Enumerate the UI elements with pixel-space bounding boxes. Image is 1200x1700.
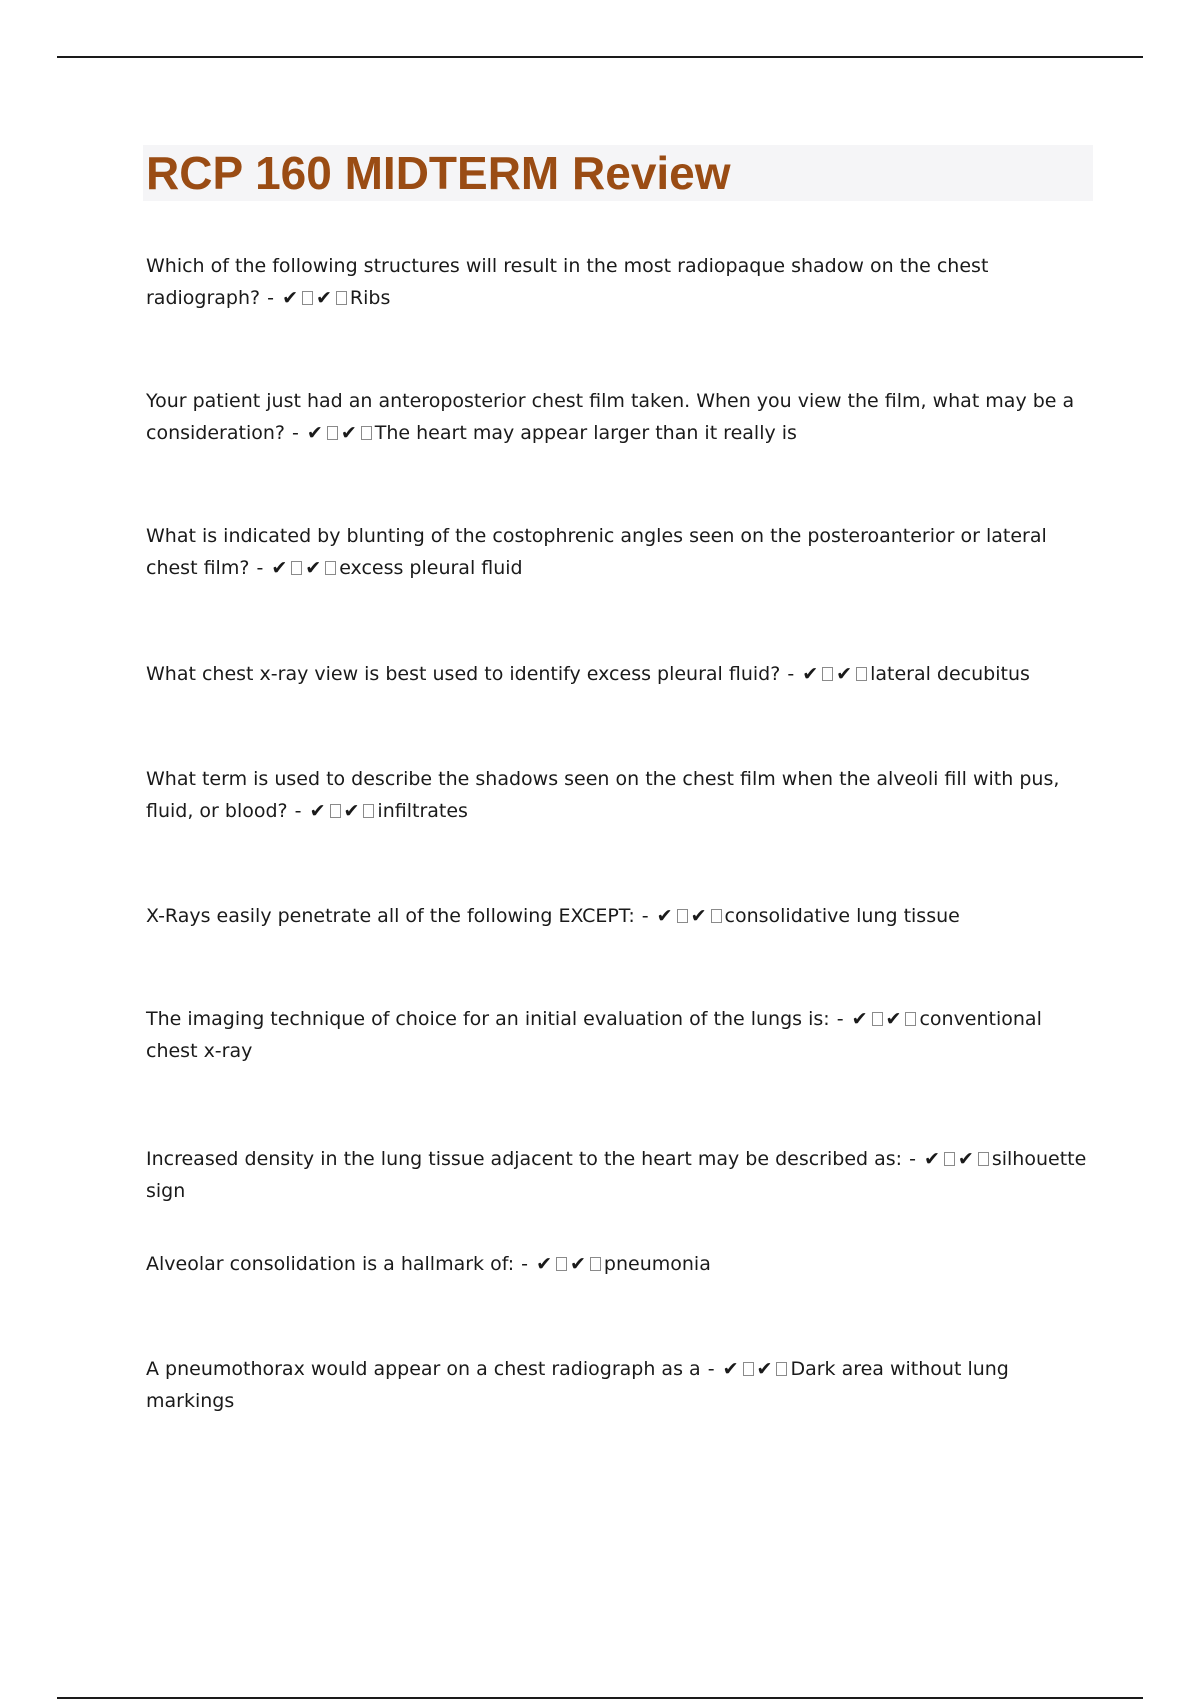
missing-glyph-box-icon (363, 804, 374, 818)
missing-glyph-box-icon (978, 1152, 989, 1166)
missing-glyph-box-icon (905, 1012, 916, 1026)
answer-separator: - (284, 422, 307, 444)
answer-separator: - (829, 1008, 852, 1030)
checkmark-icon: ✔ (315, 287, 332, 309)
checkmark-icon: ✔ (851, 1008, 868, 1030)
answer-separator: - (514, 1253, 537, 1275)
missing-glyph-box-icon (872, 1012, 883, 1026)
missing-glyph-box-icon (590, 1257, 601, 1271)
missing-glyph-box-icon (330, 804, 341, 818)
checkmark-icon: ✔ (271, 557, 288, 579)
answer-text: conventional chest x-ray (146, 1008, 1042, 1062)
answer-text: Ribs (349, 287, 391, 309)
question-text: Which of the following structures will result in the most radiopaque shadow on the chest radiograph? (146, 255, 989, 309)
question-text: Increased density in the lung tissue adjacent to the heart may be described as: (146, 1148, 903, 1170)
missing-glyph-box-icon (556, 1257, 567, 1271)
missing-glyph-box-icon (711, 909, 722, 923)
answer-text: The heart may appear larger than it really is (374, 422, 797, 444)
checkmark-icon: ✔ (722, 1358, 739, 1380)
checkmark-icon: ✔ (802, 663, 819, 685)
question-text: Alveolar consolidation is a hallmark of: (146, 1253, 515, 1275)
checkmark-icon: ✔ (690, 905, 707, 927)
answer-text: consolidative lung tissue (724, 905, 960, 927)
checkmark-icon: ✔ (656, 905, 673, 927)
answer-separator: - (249, 557, 272, 579)
question-text: What term is used to describe the shadows seen on the chest film when the alveoli fill with pus, fluid, or blood? (146, 768, 1060, 822)
document-title: RCP 160 MIDTERM Review (146, 147, 731, 199)
answer-separator: - (287, 800, 310, 822)
question-text: Your patient just had an anteroposterior chest film taken. When you view the film, what may be a consideration? (146, 390, 1075, 444)
missing-glyph-box-icon (325, 561, 336, 575)
missing-glyph-box-icon (327, 426, 338, 440)
checkmark-icon: ✔ (756, 1358, 773, 1380)
missing-glyph-box-icon (302, 291, 313, 305)
checkmark-icon: ✔ (924, 1148, 940, 1170)
answer-text: excess pleural fluid (339, 557, 523, 579)
answer-text: silhouette sign (146, 1148, 1087, 1202)
missing-glyph-box-icon (776, 1362, 787, 1376)
qa-item (146, 250, 1096, 314)
qa-item (146, 1003, 1096, 1067)
question-text: The imaging technique of choice for an initial evaluation of the lungs is: (146, 1008, 830, 1030)
qa-item (146, 385, 1096, 449)
answer-separator: - (634, 905, 657, 927)
missing-glyph-box-icon (336, 291, 347, 305)
missing-glyph-box-icon (743, 1362, 754, 1376)
answer-separator: - (700, 1358, 723, 1380)
missing-glyph-box-icon (677, 909, 688, 923)
checkmark-icon: ✔ (569, 1253, 586, 1275)
checkmark-icon: ✔ (885, 1008, 902, 1030)
missing-glyph-box-icon (822, 667, 833, 681)
answer-separator: - (780, 663, 803, 685)
checkmark-icon: ✔ (306, 422, 323, 444)
checkmark-icon: ✔ (305, 557, 322, 579)
checkmark-icon: ✔ (836, 663, 853, 685)
qa-item (146, 1143, 1096, 1207)
question-text: What is indicated by blunting of the costophrenic angles seen on the posteroanterior or lateral chest film? (146, 525, 1047, 579)
missing-glyph-box-icon (291, 561, 302, 575)
answer-text: lateral decubitus (870, 663, 1030, 685)
top-rule (57, 56, 1143, 58)
missing-glyph-box-icon (944, 1152, 955, 1166)
qa-item (146, 763, 1096, 827)
missing-glyph-box-icon (856, 667, 867, 681)
bottom-rule (57, 1697, 1143, 1699)
answer-text: pneumonia (603, 1253, 711, 1275)
qa-item (146, 1248, 1096, 1280)
checkmark-icon: ✔ (282, 287, 298, 309)
checkmark-icon: ✔ (340, 422, 357, 444)
answer-text: Dark area without lung markings (146, 1358, 1009, 1412)
answer-separator: - (260, 287, 283, 309)
qa-item (146, 1353, 1096, 1417)
missing-glyph-box-icon (361, 426, 372, 440)
question-text: X-Rays easily penetrate all of the following EXCEPT: (146, 905, 635, 927)
qa-item (146, 520, 1096, 584)
qa-item (146, 900, 1096, 932)
question-text: A pneumothorax would appear on a chest radiograph as a (146, 1358, 701, 1380)
checkmark-icon: ✔ (309, 800, 326, 822)
qa-item (146, 658, 1096, 690)
checkmark-icon: ✔ (536, 1253, 552, 1275)
checkmark-icon: ✔ (957, 1148, 974, 1170)
answer-separator: - (902, 1148, 924, 1170)
checkmark-icon: ✔ (343, 800, 360, 822)
answer-text: infiltrates (377, 800, 468, 822)
question-text: What chest x-ray view is best used to identify excess pleural fluid? (146, 663, 781, 685)
